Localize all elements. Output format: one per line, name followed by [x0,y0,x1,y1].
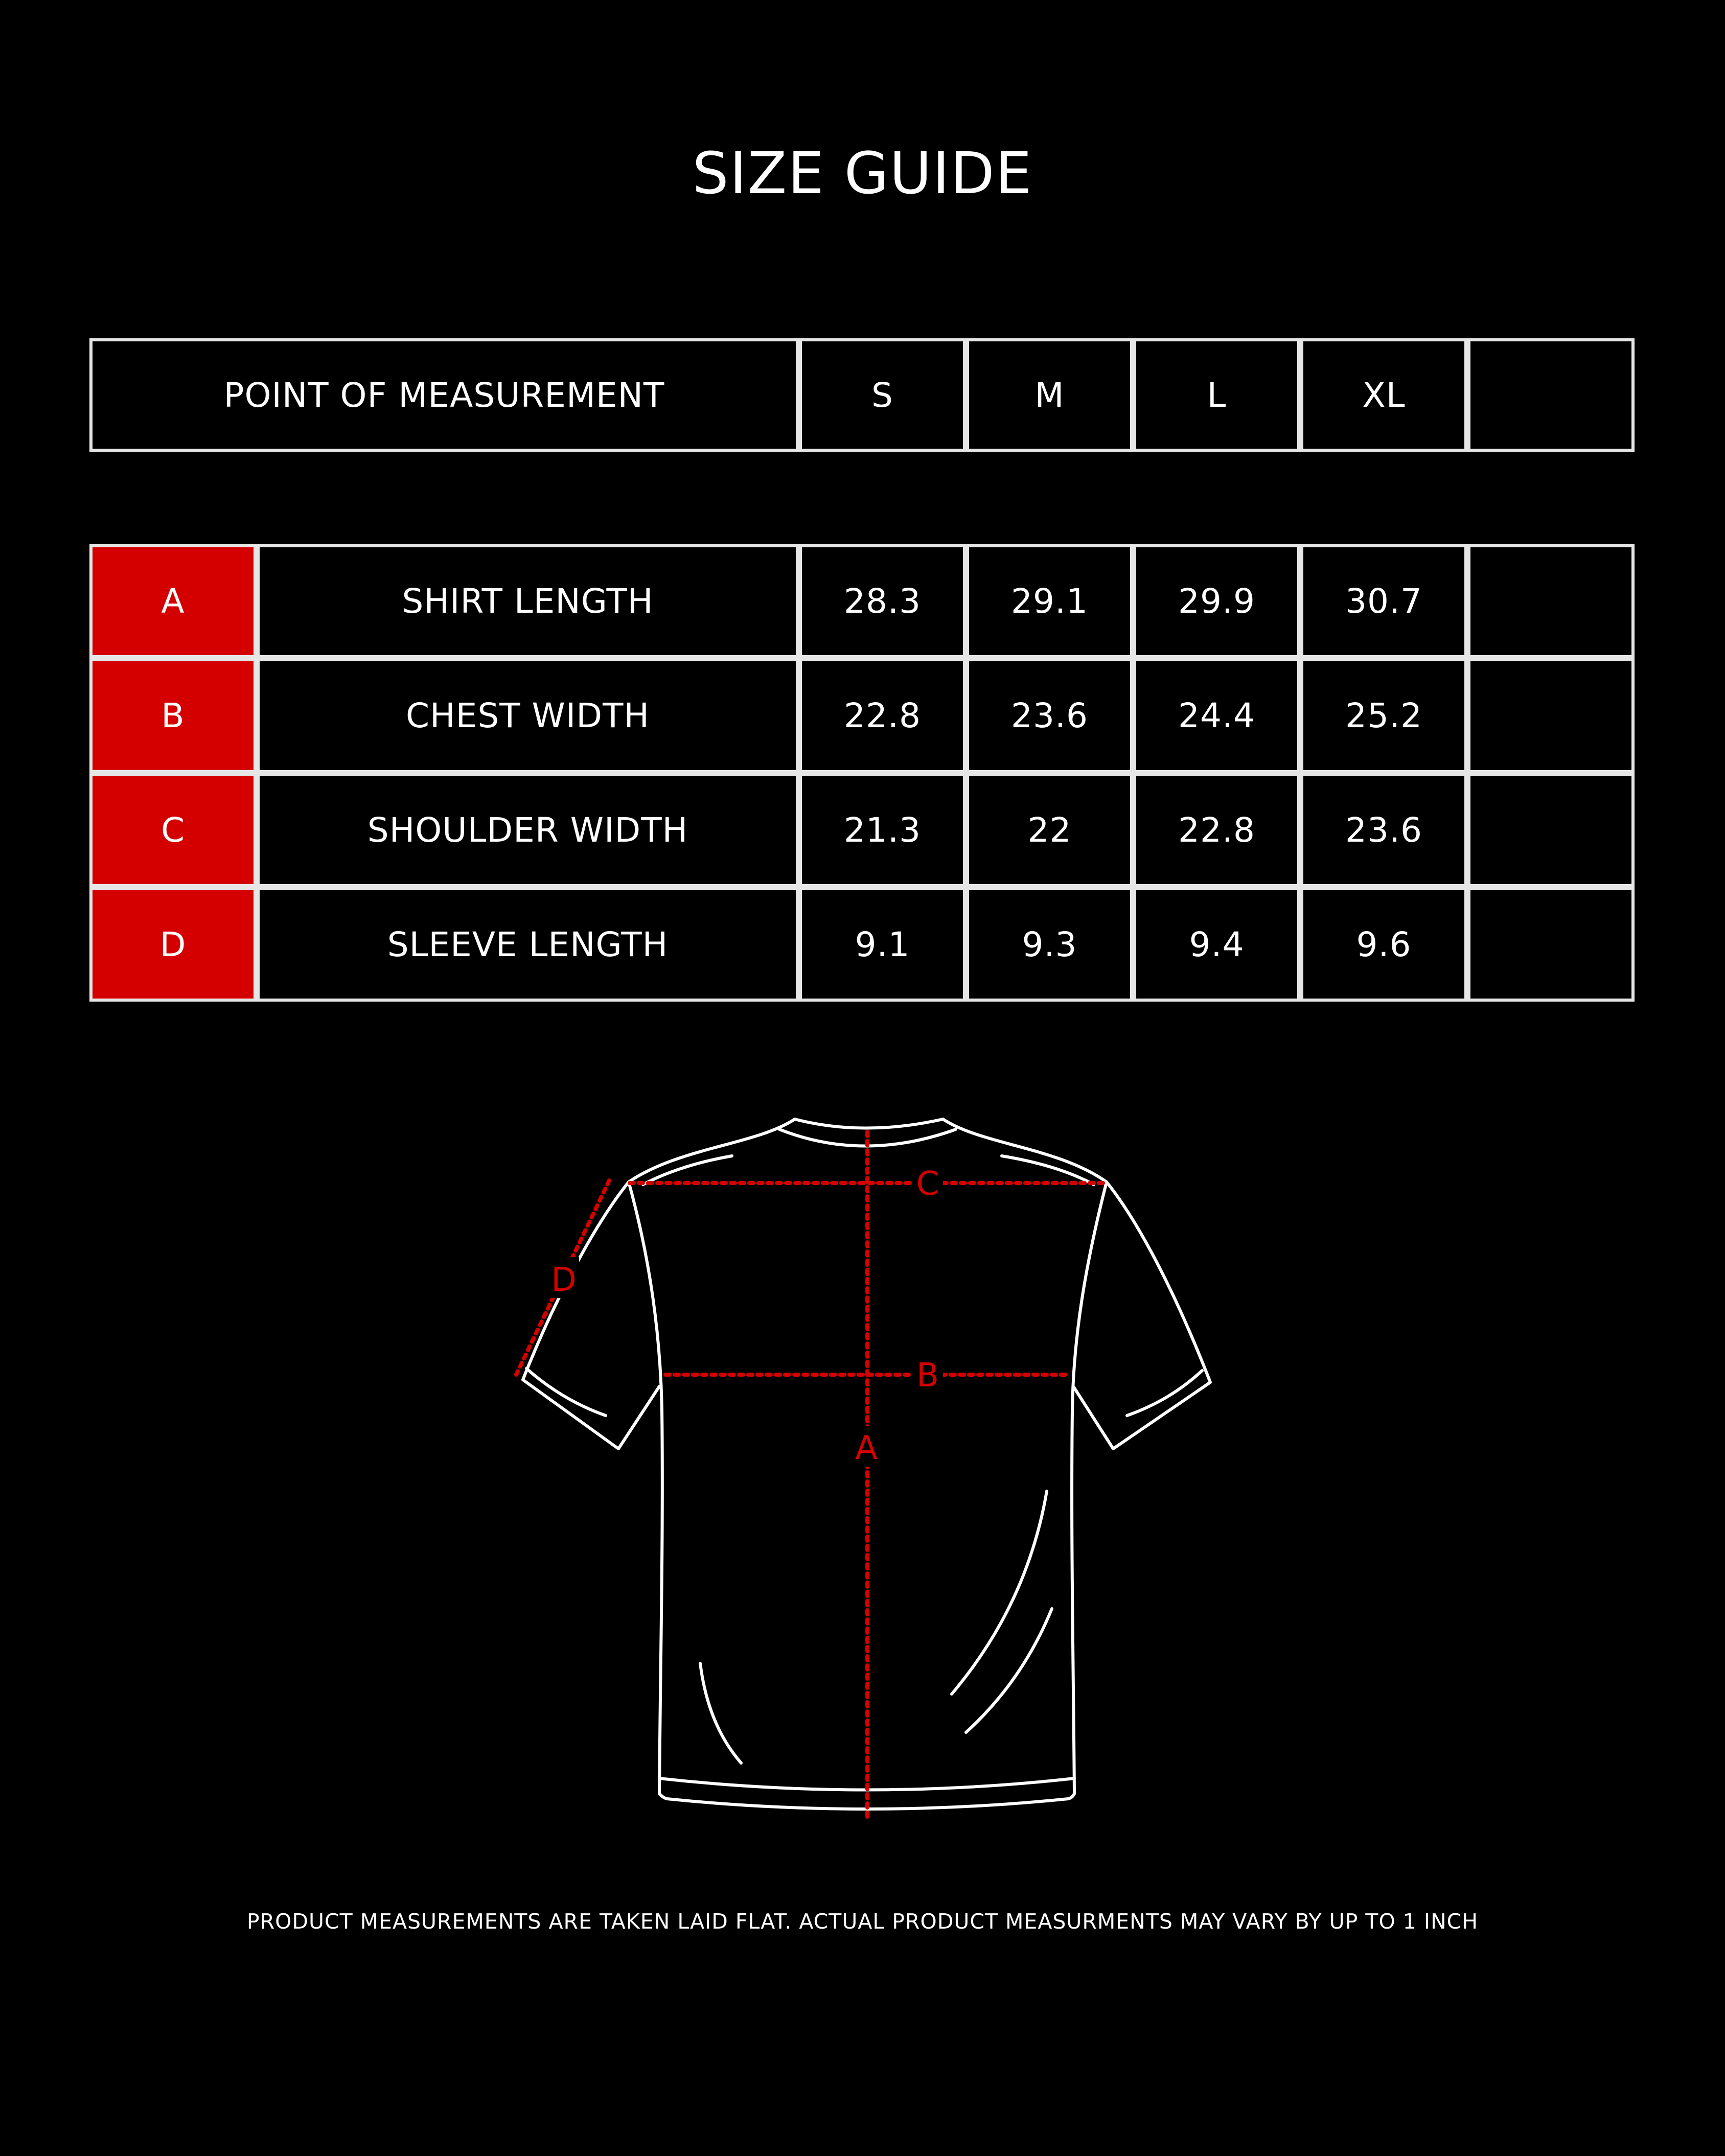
row-key-c: C [89,773,257,887]
cell-b-l: 24.4 [1133,658,1300,773]
measurement-note: PRODUCT MEASUREMENTS ARE TAKEN LAID FLAT. ACTUAL PRODUCT MEASURMENTS MAY VARY BY UP TO 1 INCH [246,1909,1479,1934]
measurement-labels [548,1163,943,1467]
cell-d-xl: 9.6 [1300,887,1467,1002]
cell-b-s: 22.8 [799,658,966,773]
cell-a-xl: 30.7 [1300,544,1467,658]
label-b: B [916,1357,939,1395]
cell-d-l: 9.4 [1133,887,1300,1002]
row-label-shirt-length: SHIRT LENGTH [257,544,799,658]
cell-c-s: 21.3 [799,773,966,887]
cell-a-m: 29.1 [966,544,1133,658]
cell-d-m: 9.3 [966,887,1133,1002]
row-label-shoulder-width: SHOULDER WIDTH [257,773,799,887]
header-size-s: S [799,338,966,452]
cell-c-m: 22 [966,773,1133,887]
header-size-l: L [1133,338,1300,452]
cell-a-s: 28.3 [799,544,966,658]
row-key-b: B [89,658,257,773]
header-point-of-measurement: POINT OF MEASUREMENT [89,338,799,452]
header-size-xl: XL [1300,338,1467,452]
cell-c-xl: 23.6 [1300,773,1467,887]
measurement-guides [516,1132,1106,1817]
row-key-a: A [89,544,257,658]
row-label-chest-width: CHEST WIDTH [257,658,799,773]
header-size-m: M [966,338,1133,452]
cell-d-s: 9.1 [799,887,966,1002]
cell-c-l: 22.8 [1133,773,1300,887]
cell-a-l: 29.9 [1133,544,1300,658]
label-d: D [551,1261,577,1299]
row-label-sleeve-length: SLEEVE LENGTH [257,887,799,1002]
row-key-d: D [89,887,257,1002]
page-title: SIZE GUIDE [692,141,1033,207]
cell-b-xl: 25.2 [1300,658,1467,773]
label-a: A [855,1429,878,1467]
label-c: C [916,1165,939,1203]
cell-b-m: 23.6 [966,658,1133,773]
